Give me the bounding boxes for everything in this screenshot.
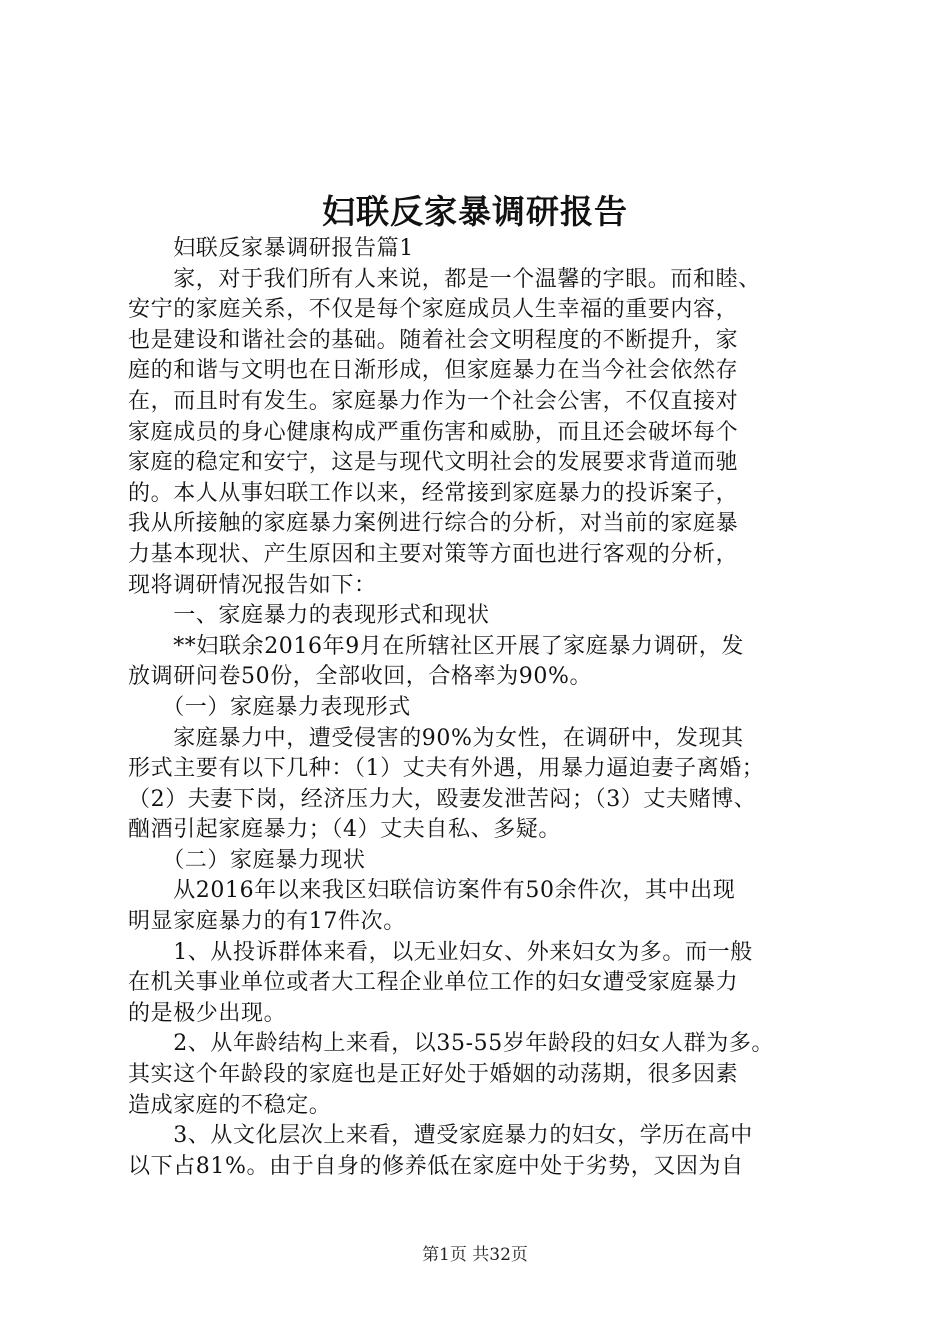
text-line: 在机关事业单位或者大工程企业单位工作的妇女遭受家庭暴力 — [128, 970, 739, 996]
text-line: 3、从文化层次上来看，遭受家庭暴力的妇女，学历在高中 — [128, 1123, 753, 1149]
text-line: 放调研问卷50份，全部收回，合格率为90%。 — [128, 664, 593, 690]
text-line: 力基本现状、产生原因和主要对策等方面也进行客观的分析， — [128, 541, 739, 567]
text-line: 明显家庭暴力的有17件次。 — [128, 909, 406, 935]
document-body — [128, 234, 828, 1182]
text-line: 安宁的家庭关系，不仅是每个家庭成员人生幸福的重要内容， — [128, 297, 739, 323]
text-line: 妇联反家暴调研报告篇1 — [128, 236, 414, 261]
text-line: **妇联余2016年9月在所辖社区开展了家庭暴力调研，发 — [128, 633, 744, 659]
subsection-heading: （一）家庭暴力表现形式 — [128, 694, 411, 720]
text-line: 的是极少出现。 — [128, 1000, 287, 1026]
text-line: 从2016年以来我区妇联信访案件有50余件次，其中出现 — [128, 878, 736, 904]
text-line: 家，对于我们所有人来说，都是一个温馨的字眼。而和睦、 — [128, 266, 761, 292]
text-line: （2）夫妻下岗，经济压力大，殴妻发泄苦闷；（3）丈夫赌博、 — [128, 786, 757, 812]
text-line: 的。本人从事妇联工作以来，经常接到家庭暴力的投诉案子， — [128, 480, 739, 506]
text-line: 庭的和谐与文明也在日渐形成，但家庭暴力在当今社会依然存 — [128, 358, 739, 384]
document-title: 妇联反家暴调研报告 — [322, 192, 628, 231]
text-line: 在，而且时有发生。家庭暴力作为一个社会公害，不仅直接对 — [128, 388, 739, 414]
text-line: 其实这个年龄段的家庭也是正好处于婚姻的动荡期，很多因素 — [128, 1062, 739, 1088]
text-line: 2、从年龄结构上来看，以35-55岁年龄段的妇女人群为多。 — [128, 1031, 775, 1057]
text-line: 1、从投诉群体来看，以无业妇女、外来妇女为多。而一般 — [128, 939, 753, 965]
section-heading: 一、家庭暴力的表现形式和现状 — [128, 603, 490, 629]
text-line: 酗酒引起家庭暴力；（4）丈夫自私、多疑。 — [128, 817, 561, 843]
text-line: 以下占81%。由于自身的修养低在家庭中处于劣势，又因为自 — [128, 1153, 744, 1179]
text-line: 家庭暴力中，遭受侵害的90%为女性，在调研中，发现其 — [128, 725, 744, 751]
text-line: 现将调研情况报告如下： — [128, 572, 377, 598]
page-footer: 第1页 共32页 — [422, 1245, 528, 1265]
text-line: 形式主要有以下几种：（1）丈夫有外遇，用暴力逼迫妻子离婚； — [128, 756, 765, 782]
text-line: 家庭成员的身心健康构成严重伤害和威胁，而且还会破坏每个 — [128, 419, 739, 445]
subsection-heading: （二）家庭暴力现状 — [128, 847, 366, 873]
text-line: 也是建设和谐社会的基础。随着社会文明程度的不断提升，家 — [128, 327, 739, 353]
text-line: 造成家庭的不稳定。 — [128, 1092, 332, 1118]
text-line: 我从所接触的家庭暴力案例进行综合的分析，对当前的家庭暴 — [128, 511, 739, 537]
text-line: 家庭的稳定和安宁，这是与现代文明社会的发展要求背道而驰 — [128, 450, 739, 476]
